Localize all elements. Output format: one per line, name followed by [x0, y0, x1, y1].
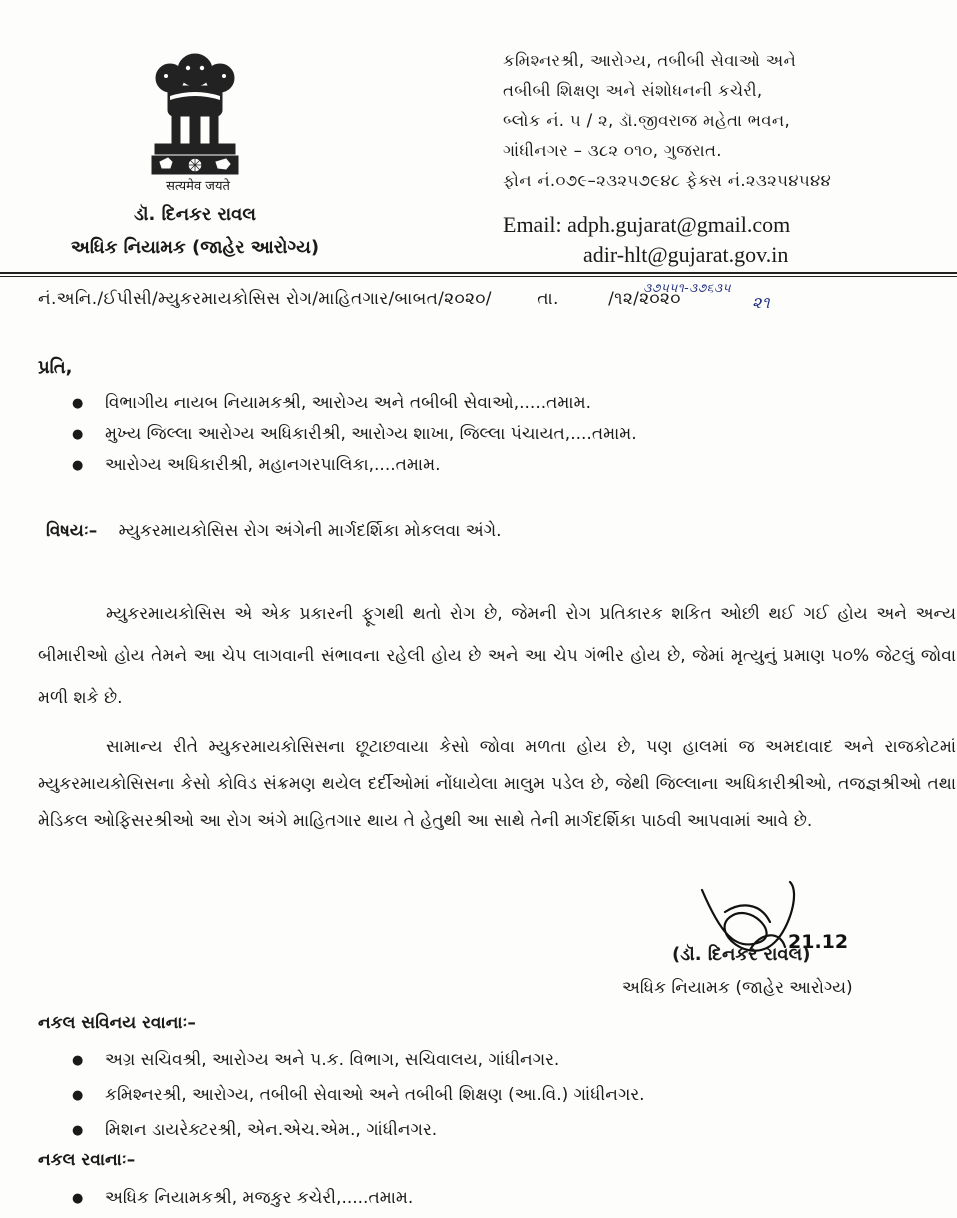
copy-forward-heading: નકલ રવાનાઃ–: [38, 1150, 136, 1170]
sender-title: અધિક નિયામક (જાહેર આરોગ્ય): [70, 237, 320, 258]
email-primary[interactable]: Email: adph.gujarat@gmail.com: [503, 212, 791, 237]
copy-respectful-list: [72, 1043, 645, 1148]
emblem-motto: सत्यमेव जयते: [166, 179, 230, 194]
reference-number: નં.અનિ./ઈપીસી/મ્યુકરમાયકોસિસ રોગ/માહિતગાર/બાબત/૨૦૨૦/: [38, 289, 492, 309]
email-block: [503, 210, 790, 270]
subject-text: મ્યુકરમાયકોસિસ રોગ અંગેની માર્ગદર્શિકા મોકલવા અંગે.: [118, 521, 502, 541]
header-divider-thin: [0, 276, 957, 277]
body-paragraph-2: સામાન્ય રીતે મ્યુકરમાયકોસિસના છૂટાછવાયા કેસો જોવા મળતા હોય છે, પણ હાલમાં જ અમદાવાદ અને રાજકોટમાં મ્યુકરમાયકોસિસના કેસો કોવિડ સંક્રમણ થયેલ દર્દીઓમાં નોંધાયેલા માલુમ પડેલ છે, જેથી જિલ્લાના અધિકારીશ્રીઓ, તજજ્ઞશ્રીઓ તથા મેડિકલ ઓફિસરશ્રીઓ આ રોગ અંગે માહિતગાર થાય તે હેતુથી આ સાથે તેની માર્ગદર્શિકા પાઠવી આપવામાં આવે છે.: [38, 737, 956, 831]
office-line: કમિશ્નરશ્રી, આરોગ્ય, તબીબી સેવાઓ અને: [503, 51, 797, 70]
copy-forward-list: [72, 1183, 413, 1214]
date-rest: /૧૨/૨૦૨૦: [608, 289, 681, 309]
list-item: ● મિશન ડાયરેક્ટરશ્રી, એન.એચ.એમ., ગાંધીનગર.: [72, 1113, 645, 1148]
reference-line: [38, 280, 938, 312]
signatory-title: અધિક નિયામક (જાહેર આરોગ્ય): [622, 978, 853, 998]
list-item: ● કમિશ્નરશ્રી, આરોગ્ય, તબીબી સેવાઓ અને તબીબી શિક્ષણ (આ.વિ.) ગાંધીનગર.: [72, 1078, 645, 1113]
handwritten-day: ૨૧: [752, 293, 770, 312]
national-emblem-icon: [140, 48, 250, 178]
sender-name: ડૉ. દિનકર રાવલ: [134, 204, 256, 225]
office-line: તબીબી શિક્ષણ અને સંશોધનની કચેરી,: [503, 81, 763, 100]
office-line: ગાંધીનગર – ૩૮૨ ૦૧૦, ગુજરાત.: [503, 141, 722, 160]
copy-respectful-heading: નકલ સવિનય રવાનાઃ–: [38, 1013, 196, 1033]
body-paragraph-1: મ્યુકરમાયકોસિસ એ એક પ્રકારની ફૂગથી થતો રોગ છે, જેમની રોગ પ્રતિકારક શકિત ઓછી થઈ ગઈ હોય અને અન્ય બીમારીઓ હોય તેમને આ ચેપ લાગવાની સંભાવના રહેલી હોય છે અને આ ચેપ ગંભીર હોય છે, જેમાં મૃત્યુનું પ્રમાણ ૫૦% જેટલું જોવા મળી શકે છે.: [38, 604, 956, 708]
date-prefix: તા.: [537, 289, 559, 309]
email-secondary[interactable]: adir-hlt@gujarat.gov.in: [583, 242, 789, 267]
subject-label: વિષયઃ–: [46, 521, 98, 541]
office-line: બ્લોક નં. ૫ / ૨, ડૉ.જીવરાજ મહેતા ભવન,: [503, 111, 791, 130]
signatory-name: (ડૉ. દિનકર રાવલ): [672, 944, 811, 965]
svg-text:21.12: 21.12: [788, 931, 849, 953]
recipients-list: [72, 388, 637, 481]
list-item: ● અગ્ર સચિવશ્રી, આરોગ્ય અને પ.ક. વિભાગ, સચિવાલય, ગાંધીનગર.: [72, 1043, 645, 1078]
office-address: [503, 46, 953, 196]
handwritten-outward-number: ૩૭૫૫૧-૩૭૬૩૫: [643, 280, 731, 295]
list-item: ● અધિક નિયામકશ્રી, મજકુર કચેરી,.....તમામ.: [72, 1183, 413, 1214]
header-divider: [0, 272, 957, 274]
list-item: ● આરોગ્ય અધિકારીશ્રી, મહાનગરપાલિકા,....તમામ.: [72, 450, 637, 481]
list-item: ● મુખ્ય જિલ્લા આરોગ્ય અધિકારીશ્રી, આરોગ્ય શાખા, જિલ્લા પંચાયત,....તમામ.: [72, 419, 637, 450]
office-phone: ફોન નં.૦૭૯–૨૩૨૫૭૯૪૮ ફેક્સ નં.૨૩૨૫૪૫૪૪: [503, 171, 832, 190]
list-item: ● વિભાગીય નાયબ નિયામકશ્રી, આરોગ્ય અને તબીબી સેવાઓ,.....તમામ.: [72, 388, 637, 419]
subject-line: [46, 521, 502, 541]
recipients-heading: પ્રતિ,: [38, 357, 73, 378]
